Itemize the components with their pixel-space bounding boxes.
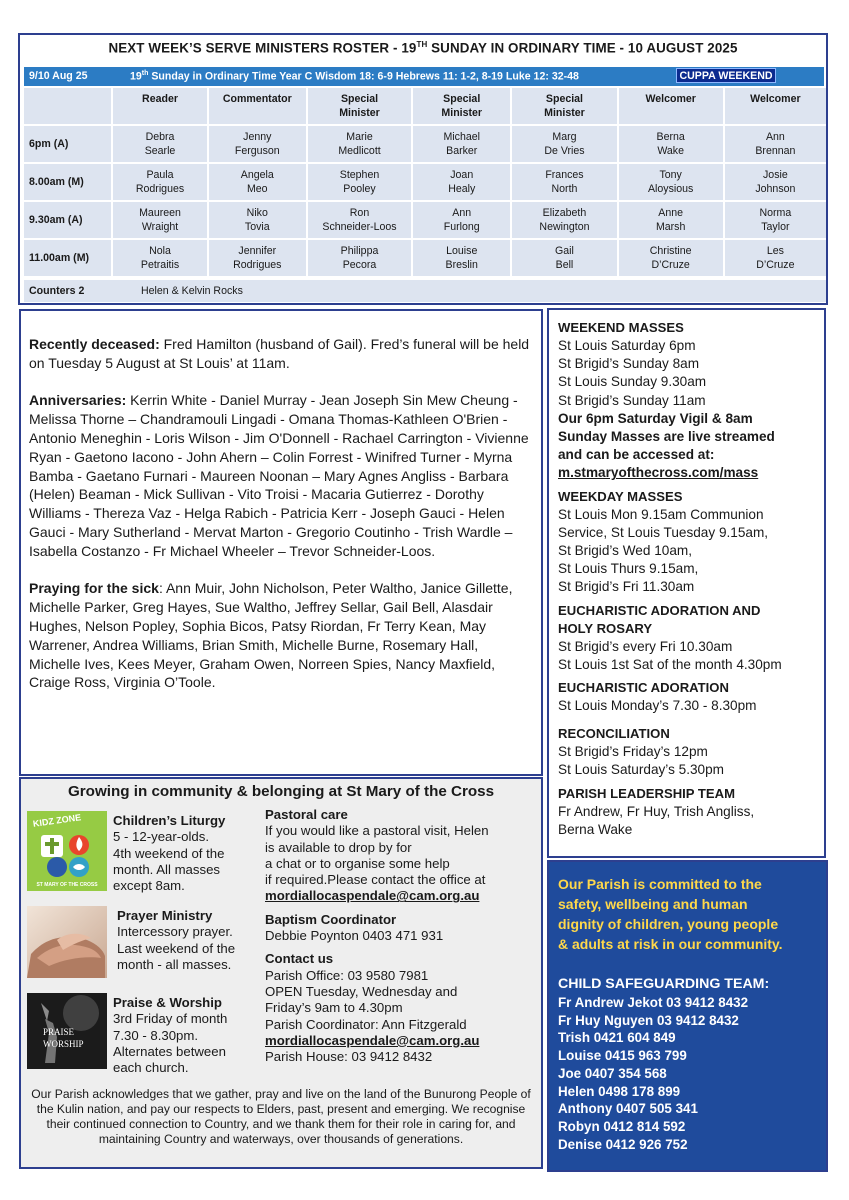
roster-cell: Ann Brennan	[725, 126, 826, 162]
program-title: Prayer Ministry	[117, 908, 213, 923]
safeguarding-member: Robyn 0412 814 592	[558, 1118, 686, 1134]
roster-cell: Nola Petraitis	[113, 240, 206, 276]
roster-cell: Joan Healy	[413, 164, 510, 200]
roster-cell: Angela Meo	[209, 164, 306, 200]
safeguarding-member: Denise 0412 926 752	[558, 1136, 688, 1152]
worship-text: WORSHIP	[43, 1039, 84, 1049]
roster-cell: Norma Taylor	[725, 202, 826, 238]
roster-cell: Jenny Ferguson	[209, 126, 306, 162]
roster-counters-row	[24, 280, 826, 302]
roster-row-8am	[24, 164, 826, 200]
parish-house-phone: Parish House: 03 9412 8432	[265, 1049, 433, 1065]
roster-cell: Frances North	[512, 164, 616, 200]
roster-header-cell: Commentator	[209, 88, 306, 124]
roster-time: 8.00am (M)	[24, 164, 111, 200]
parish-leadership-title: PARISH LEADERSHIP TEAM	[558, 785, 736, 801]
kidz-zone-text: KIDZ ZONE	[32, 812, 82, 829]
counters-value: Helen & Kelvin Rocks	[141, 285, 243, 297]
safeguarding-commitment: Our Parish is committed to the safety, wellbeing and human dignity of children, young people & adults at risk in our community.	[558, 876, 783, 952]
roster-table	[24, 88, 826, 278]
roster-cell: Jennifer Rodrigues	[209, 240, 306, 276]
reconciliation-title: RECONCILIATION	[558, 726, 670, 742]
praying-for-the-sick: Praying for the sick: Ann Muir, John Nicholson, Peter Waltho, Janice Gillette, Michelle Parker, Greg Hayes, Sue Waltho, Jeffrey Sellar, Gail Bell, Alasdair Hughes, Nelson Popley, Sophia Bicos, Patsy Riordan, Fr Terry Kean, May Warrener, Andrea Williams, Brian Smith, Michelle Burne, Rosemary Hall, Michelle Ives, Kees Meyer, Graham Owen, Norreen Spies, Nancy Maxfield, Craige Ross, Virginia O’Toole.	[29, 580, 513, 691]
roster-time: 9.30am (A)	[24, 202, 111, 238]
serve-ministers-roster	[18, 33, 828, 305]
roster-cell: Ron Schneider-Loos	[308, 202, 411, 238]
safeguarding-member: Fr Huy Nguyen 03 9412 8432	[558, 1012, 739, 1028]
weekday-masses-title: WEEKDAY MASSES	[558, 488, 683, 504]
roster-time: 6pm (A)	[24, 126, 111, 162]
contact-us-title: Contact us	[265, 951, 334, 967]
praise-worship-image	[27, 993, 107, 1073]
praise-worship-icon	[27, 993, 107, 1069]
roster-cell: Stephen Pooley	[308, 164, 411, 200]
roster-header-cell: Reader	[113, 88, 206, 124]
roster-cell: Les D’Cruze	[725, 240, 826, 276]
roster-header-cell: Special Minister	[512, 88, 616, 124]
roster-header-cell: Special Minister	[308, 88, 411, 124]
roster-time: 11.00am (M)	[24, 240, 111, 276]
roster-cell: Niko Tovia	[209, 202, 306, 238]
roster-cell: Marg De Vries	[512, 126, 616, 162]
weekend-masses-title: WEEKEND MASSES	[558, 320, 684, 335]
eucharistic-adoration-title: EUCHARISTIC ADORATION	[558, 680, 729, 696]
baptism-coordinator-title: Baptism Coordinator	[265, 911, 397, 927]
roster-cell: Berna Wake	[619, 126, 723, 162]
roster-cell: Elizabeth Newington	[512, 202, 616, 238]
praise-text: PRAISE	[43, 1027, 75, 1037]
kidz-zone-logo	[27, 811, 107, 895]
mass-times-panel: WEEKEND MASSES St Louis Saturday 6pm St Brigid’s Sunday 8am St Louis Sunday 9.30am St Brigid’s Sunday 11am Our 6pm Saturday Vigil & 8am Sunday Masses are live streamed and can be accessed at: m.stmaryofthecross.com/mass WEEKDAY MASSES St Louis Mon 9.15am Communion Service, St Louis Tuesday 9.15am, St Brigid’s Wed 10am, St Louis Thurs 9.15am, St Brigid’s Fri 11.30am EUCHARISTIC ADORATION AND HOLY ROSARY St Brigid’s every Fri 10.30am St Louis 1st Sat of the month 4.30pm EUCHARISTIC ADORATION St Louis Monday’s 7.30 - 8.30pm RECONCILIATION St Brigid’s Friday’s 12pm St Louis Saturday’s 5.30pm PARISH LEADERSHIP TEAM Fr Andrew, Fr Huy, Trish Angliss, Berna Wake	[547, 308, 826, 858]
kidz-zone-subtext: ST MARY OF THE CROSS	[36, 882, 98, 888]
roster-cell: Josie Johnson	[725, 164, 826, 200]
safeguarding-member: Anthony 0407 505 341	[558, 1101, 698, 1117]
roster-cell: Louise Breslin	[413, 240, 510, 276]
roster-header-cell: Welcomer	[619, 88, 723, 124]
roster-cell: Debra Searle	[113, 126, 206, 162]
community-title: Growing in community & belonging at St Mary of the Cross	[67, 783, 495, 800]
roster-header-row	[24, 88, 826, 124]
pastoral-care-title: Pastoral care	[265, 807, 348, 822]
praying-hands-icon	[27, 906, 107, 978]
roster-cell: Michael Barker	[413, 126, 510, 162]
roster-cell: Maureen Wraight	[113, 202, 206, 238]
roster-readings: 19th Sunday in Ordinary Time Year C Wisdom 18: 6-9 Hebrews 11: 1-2, 8-19 Luke 12: 32-48	[130, 70, 579, 83]
roster-cell: Anne Marsh	[619, 202, 723, 238]
counters-label: Counters 2	[29, 285, 85, 297]
roster-cell: Christine D’Cruze	[619, 240, 723, 276]
roster-row-11am	[24, 240, 826, 276]
roster-date: 9/10 Aug 25	[29, 70, 88, 82]
recently-deceased: Recently deceased: Fred Hamilton (husband of Gail). Fred’s funeral will be held on Tuesday 5 August at St Louis’ at 11am.	[29, 336, 530, 371]
roster-header-cell: Welcomer	[725, 88, 826, 124]
pastoral-email-link[interactable]: mordiallocaspendale@cam.org.au	[265, 888, 480, 904]
anniversaries: Anniversaries: Kerrin White - Daniel Murray - Jean Joseph Sin Mew Cheung - Melissa Thorne – Chandramouli Lingadi - Omana Thomas-Kathleen O'Brien - Antonio Meneghin - Loris Wilson - Jim O'Donnell - Rachael Carrington - Vivienne Ryan - Gaetono Iacono - John Ahern – Colin Forrest - Winifred Turner - Myrna Bamba - Gaetano Furnari - Maureen Noonan – Mary Agnes Angliss - Barbara (Helen) Beaman - Mick Sullivan - Vito Troisi - Macaria Gutierrez - Dorothy Williams - Thereza Vaz - Helga Rabich - Patricia Kerr - Joseph Gauci - Helen Gauci - Mary Sutherland - Mervat Marton - Gregorio Coutinho - Trish Wardle – Isabella Costanzo - Fr Michael Wheeler – Trevor Schneider-Loos.	[29, 392, 529, 559]
roster-row-6pm	[24, 126, 826, 162]
baptism-coordinator-contact: Debbie Poynton 0403 471 931	[265, 928, 444, 944]
safeguarding-member: Louise 0415 963 799	[558, 1048, 687, 1064]
contact-email-link[interactable]: mordiallocaspendale@cam.org.au	[265, 1032, 480, 1048]
prayer-hands-image	[27, 906, 107, 982]
roster-cell: Paula Rodrigues	[113, 164, 206, 200]
roster-title: NEXT WEEK’S SERVE MINISTERS ROSTER - 19TH SUNDAY IN ORDINARY TIME - 10 AUGUST 2025	[108, 40, 738, 56]
roster-cell: Gail Bell	[512, 240, 616, 276]
community-section: Growing in community & belonging at St Mary of the Cross KIDZ ZONE ST MARY OF THE CROSS Children’s Liturgy 5 - 12-year-olds. 4th weekend of the month. All masses except 8am. Prayer Ministry Intercessory prayer. Last weekend of the month - all masses. PRAISE WORSHIP Praise & Worship 3rd Friday of month 7.30 - 8.30pm. Alternates between each church. Pastoral care If you would like a pastoral visit, Helen is available to drop by for a chat or to organise some help if required.Please contact the office at mordiallocaspendale@cam.org.au Baptism Coordinator Debbie Poynton 0403 471 931 Contact us Parish Office: 03 9580 7981 OPEN Tuesday, Wednesday and Friday’s 9am to 4.30pm Parish Coordinator: Ann Fitzgerald mordiallocaspendale@cam.org.au Parish House: 03 9412 8432 Our Parish acknowledges that we gather, pray and live on the land of the Bunurong People of the Kulin nation, and pay our respects to Elders, past, present and emerging. We recognise their continued connection to Country, and we thank them for their role in caring for, and maintaining Country and waterways, over thousands of generations.	[19, 777, 543, 1169]
child-safeguarding-panel	[547, 860, 828, 1172]
cuppa-weekend-badge: CUPPA WEEKEND	[676, 68, 776, 83]
safeguarding-member: Joe 0407 354 568	[558, 1065, 667, 1081]
adoration-rosary-title: EUCHARISTIC ADORATION AND HOLY ROSARY	[558, 602, 761, 636]
roster-cell: Ann Furlong	[413, 202, 510, 238]
roster-row-930am	[24, 202, 826, 238]
roster-cell: Philippa Pecora	[308, 240, 411, 276]
roster-readings-bar	[24, 67, 824, 86]
program-title: Children’s Liturgy	[113, 813, 226, 828]
community-info: Pastoral care If you would like a pastoral visit, Helen is available to drop by for a chat or to organise some help if required.Please contact the office at mordiallocaspendale@cam.org.au Baptism Coordinator Debbie Poynton 0403 471 931 Contact us Parish Office: 03 9580 7981 OPEN Tuesday, Wednesday and Friday’s 9am to 4.30pm Parish Coordinator: Ann Fitzgerald mordiallocaspendale@cam.org.au Parish House: 03 9412 8432	[265, 807, 489, 1065]
roster-header-cell: Special Minister	[413, 88, 510, 124]
safeguarding-member: Fr Andrew Jekot 03 9412 8432	[558, 995, 749, 1010]
parish-notices	[19, 309, 543, 776]
livestream-link[interactable]: m.stmaryofthecross.com/mass	[558, 465, 759, 481]
roster-header-corner	[24, 88, 111, 124]
roster-cell: Tony Aloysious	[619, 164, 723, 200]
program-title: Praise & Worship	[113, 995, 222, 1010]
acknowledgement-of-country: Our Parish acknowledges that we gather, pray and live on the land of the Bunurong People of the Kulin nation, and pay our respects to Elders, past, present and emerging. We recognise their continued connection to Country, and we thank them for their role in caring for, and maintaining Country and waterways, over thousands of generations.	[31, 1087, 531, 1146]
roster-cell: Marie Medlicott	[308, 126, 411, 162]
kidz-zone-icon	[27, 811, 107, 891]
safeguarding-member: Helen 0498 178 899	[558, 1083, 681, 1099]
safeguarding-team-title: CHILD SAFEGUARDING TEAM:	[558, 976, 770, 992]
safeguarding-member: Trish 0421 604 849	[558, 1030, 676, 1046]
